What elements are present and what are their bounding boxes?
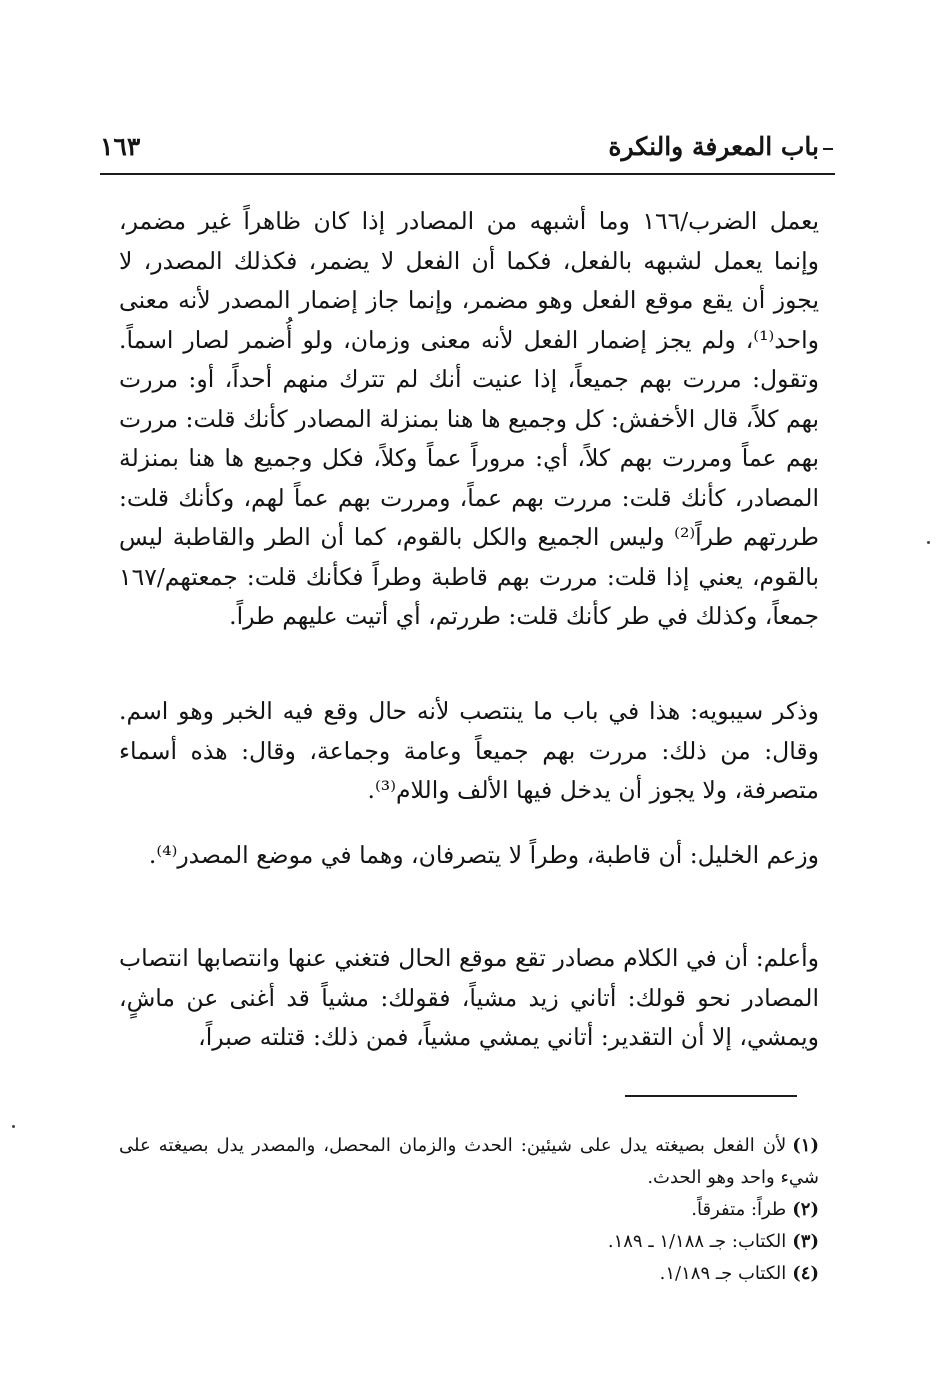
scan-speck <box>927 541 930 544</box>
running-header-title: باب المعرفة والنكرة <box>608 132 819 161</box>
body-paragraph-2: وذكر سيبويه: هذا في باب ما ينتصب لأنه حال وقع فيه الخبر وهو اسم. وقال: من ذلك: مررت بهم جميعاً وعامة وجماعة، وقال: هذه أسماء متصرفة، ولا يجوز أن يدخل فيها الألف واللام⁽³⁾. <box>119 697 819 804</box>
footnote-text: لأن الفعل بصيغته يدل على شيئين: الحدث والزمان المحصل، والمصدر يدل بصيغته على شيء واحد وهو الحدث. <box>119 1135 819 1188</box>
footnote-item <box>119 1258 819 1290</box>
header-rule <box>100 173 835 175</box>
body-paragraph-1: يعمل الضرب/١٦٦ وما أشبهه من المصادر إذا كان ظاهراً غير مضمر، وإنما يعمل لشبهه بالفعل، فكما أن الفعل لا يضمر، فكذلك المصدر، لا يجوز أن يقع موقع الفعل وهو مضمر، وإنما جاز إضمار المصدر لأنه معنى واحد⁽¹⁾، ولم يجز إضمار الفعل لأنه معنى وزمان، ولو أُضمر لصار اسماً. وتقول: مررت بهم جميعاً، إذا عنيت أنك لم تترك منهم أحداً، أو: مررت بهم كلاً، قال الأخفش: كل وجميع ها هنا بمنزلة المصادر كأنك قلت: مررت بهم عماً ومررت بهم كلاً، أي: مروراً عماً وكلاً، فكل وجميع ها هنا بمنزلة المصادر، كأنك قلت: مررت بهم عماً، ومررت بهم عماً لهم، وكأنك قلت: طررتهم طراً⁽²⁾ وليس الجميع والكل بالقوم، كما أن الطر والقاطبة ليس بالقوم، يعني إذا قلت: مررت بهم قاطبة وطراً فكأنك قلت: جمعتهم/١٦٧ جمعاً، وكذلك في طر كأنك قلت: طررتم، أي أتيت عليهم طراً. <box>119 207 819 630</box>
scan-speck <box>12 1125 15 1128</box>
footnote-item <box>119 1194 819 1226</box>
body-paragraph-3: وزعم الخليل: أن قاطبة، وطراً لا يتصرفان، وهما في موضع المصدر⁽⁴⁾. <box>148 841 819 869</box>
page-number: ١٦٣ <box>100 132 141 161</box>
footnote-number: (٣) <box>792 1231 819 1252</box>
footnote-number: (٢) <box>792 1199 819 1220</box>
footnote-number: (٤) <box>792 1263 819 1284</box>
header-rule-end-mark <box>823 148 833 150</box>
footnotes-list <box>119 1130 819 1290</box>
footnote-text: الكتاب: جـ ١/١٨٨ ـ ١٨٩. <box>607 1231 787 1252</box>
body-paragraph-4: وأعلم: أن في الكلام مصادر تقع موقع الحال فتغني عنها وانتصابها انتصاب المصادر نحو قولك: أتاني زيد مشياً، فقولك: مشياً قد أغنى عن ماشٍ، ويمشي، إلا أن التقدير: أتاني يمشي مشياً، فمن ذلك: قتلته صبراً، <box>119 944 819 1051</box>
footnote-item <box>119 1226 819 1258</box>
footnote-text: طراً: متفرقاً. <box>691 1199 787 1220</box>
footnote-item <box>119 1130 819 1194</box>
footnote-number: (١) <box>792 1135 819 1156</box>
footnote-text: الكتاب جـ ١/١٨٩. <box>659 1263 787 1284</box>
footnote-separator <box>625 1095 797 1097</box>
